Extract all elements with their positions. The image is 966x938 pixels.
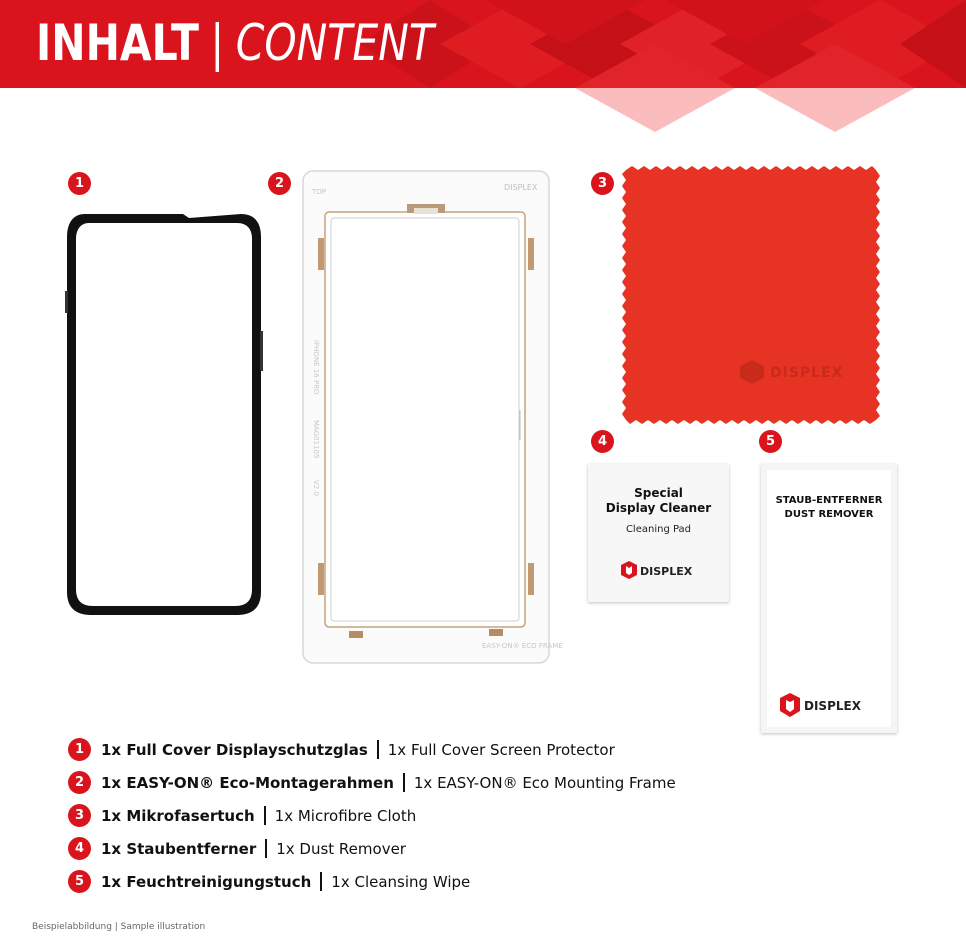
page-title	[36, 14, 434, 72]
title-de: INHALT	[36, 14, 199, 72]
dust-title-line2: DUST REMOVER	[784, 509, 874, 520]
header-banner	[0, 0, 966, 88]
divider	[377, 740, 379, 759]
mounting-frame-drawing	[302, 170, 563, 664]
wipe-subtitle: Cleaning Pad	[625, 524, 692, 535]
footnote: Beispielabbildung | Sample illustration	[32, 922, 206, 932]
item-de: 1x Feuchtreinigungstuch	[101, 872, 312, 891]
badge-1: 1	[68, 172, 91, 195]
dust-remover-image	[761, 464, 897, 733]
frame-arrow-label: TOP	[312, 188, 327, 196]
wipe-title-line2: Display Cleaner	[605, 501, 712, 515]
frame-bottom-mark: EASY-ON® ECO FRAME	[482, 642, 563, 650]
dust-title	[761, 494, 897, 522]
title-en: CONTENT	[235, 14, 434, 72]
item-en: 1x Dust Remover	[276, 839, 406, 858]
badge-4: 4	[591, 430, 614, 453]
frame-code-mark: MAG01105	[312, 420, 320, 459]
list-badge: 2	[68, 771, 91, 794]
screen-protector-image	[65, 211, 263, 618]
mounting-frame-image	[302, 170, 563, 664]
item-de: 1x Staubentferner	[101, 839, 257, 858]
wipe-logo-text: DISPLEX	[640, 565, 693, 578]
dust-logo	[780, 692, 880, 722]
divider	[403, 773, 405, 792]
divider	[264, 806, 266, 825]
microfibre-cloth-image	[622, 166, 880, 424]
list-item	[68, 738, 615, 762]
frame-top-mark: DISPLEX	[504, 183, 538, 192]
frame-model-mark: iPHONE 16 PRO	[312, 340, 320, 395]
dust-title-line1: STAUB-ENTFERNER	[775, 495, 883, 506]
list-item	[68, 804, 416, 828]
list-item	[68, 870, 470, 894]
item-en: 1x Microfibre Cloth	[274, 806, 417, 825]
frame-version-mark: V2.0	[312, 480, 320, 496]
item-de: 1x Mikrofasertuch	[101, 806, 255, 825]
badge-5: 5	[759, 430, 782, 453]
badge-3: 3	[591, 172, 614, 195]
cloth-logo: DISPLEX	[770, 365, 844, 381]
list-item	[68, 771, 676, 795]
dust-logo-text: DISPLEX	[804, 699, 861, 713]
list-badge: 5	[68, 870, 91, 893]
divider	[320, 872, 322, 891]
item-en: 1x Full Cover Screen Protector	[387, 740, 615, 759]
wipe-title-line1: Special	[634, 486, 683, 500]
divider	[265, 839, 267, 858]
list-badge: 3	[68, 804, 91, 827]
cloth-drawing	[622, 166, 880, 424]
badge-2: 2	[268, 172, 291, 195]
wipe-logo	[621, 560, 701, 584]
item-en: 1x EASY-ON® Eco Mounting Frame	[413, 773, 676, 792]
item-de: 1x EASY-ON® Eco-Montagerahmen	[101, 773, 394, 792]
list-badge: 4	[68, 837, 91, 860]
item-en: 1x Cleansing Wipe	[331, 872, 471, 891]
list-item	[68, 837, 406, 861]
item-de: 1x Full Cover Displayschutzglas	[101, 740, 368, 759]
title-separator: |	[210, 14, 225, 72]
cleansing-wipe-image	[588, 464, 729, 602]
wipe-title	[588, 486, 729, 516]
list-badge: 1	[68, 738, 91, 761]
